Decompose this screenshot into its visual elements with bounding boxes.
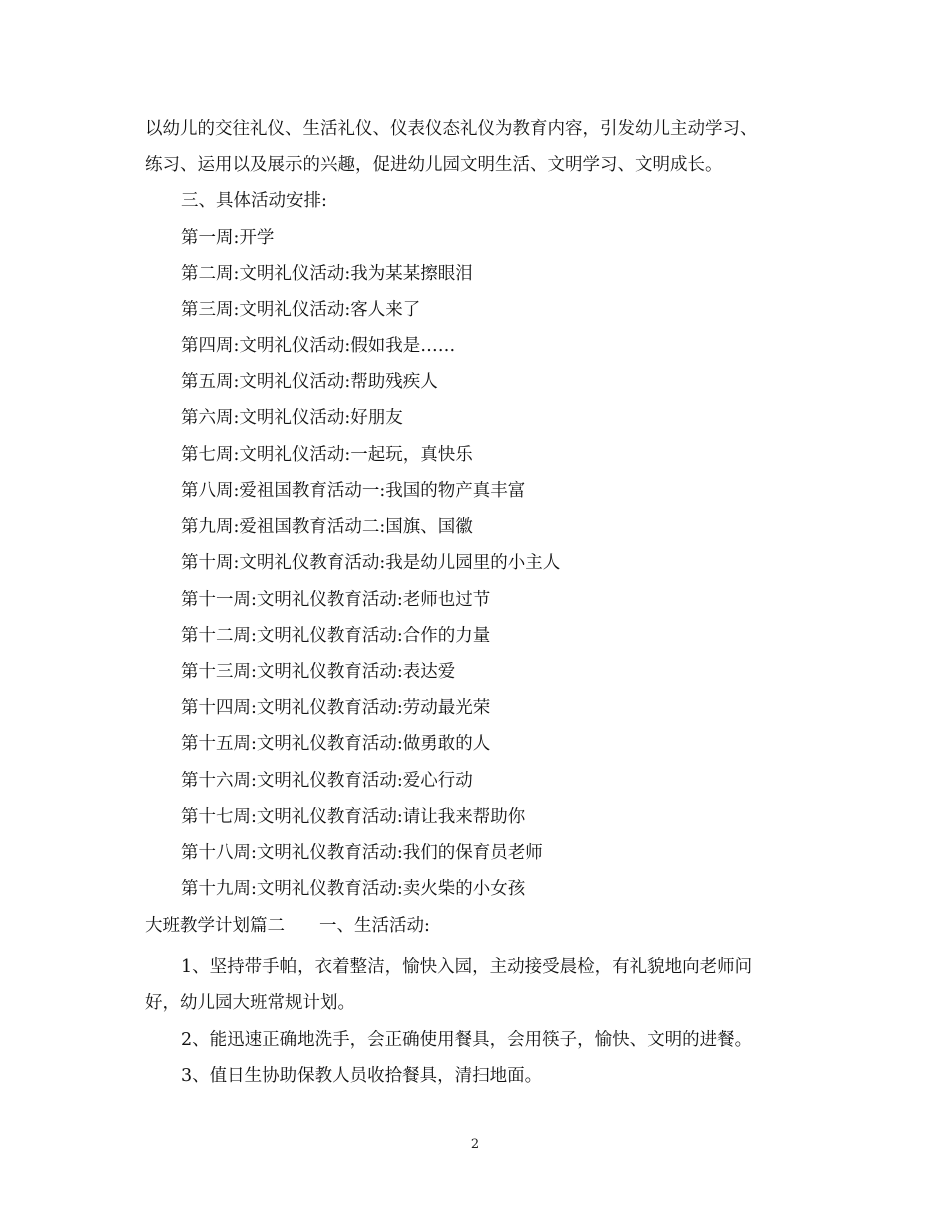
- week-item: 第十二周:文明礼仪教育活动:合作的力量: [181, 626, 491, 646]
- intro-paragraph-line-1: 以幼儿的交往礼仪、生活礼仪、仪表仪态礼仪为教育内容，引发幼儿主动学习、: [145, 119, 758, 139]
- week-item: 第十五周:文明礼仪教育活动:做勇敢的人: [181, 734, 491, 754]
- page-number: 2: [470, 1137, 480, 1152]
- week-item: 第十九周:文明礼仪教育活动:卖火柴的小女孩: [181, 879, 526, 899]
- week-item: 第二周:文明礼仪活动:我为某某擦眼泪: [181, 264, 473, 284]
- item-1-line-1: 1、坚持带手帕，衣着整洁，愉快入园，主动接受晨检，有礼貌地向老师问: [181, 957, 753, 977]
- week-item: 第十周:文明礼仪教育活动:我是幼儿园里的小主人: [181, 553, 561, 573]
- week-item: 第九周:爱祖国教育活动二:国旗、国徽: [181, 517, 473, 537]
- item-2: 2、能迅速正确地洗手，会正确使用餐具，会用筷子，愉快、文明的进餐。: [181, 1030, 753, 1050]
- item-3: 3、值日生协助保教人员收拾餐具，清扫地面。: [181, 1066, 543, 1086]
- week-item: 第五周:文明礼仪活动:帮助残疾人: [181, 372, 438, 392]
- week-item: 第十四周:文明礼仪教育活动:劳动最光荣: [181, 698, 491, 718]
- week-item: 第六周:文明礼仪活动:好朋友: [181, 408, 403, 428]
- week-item: 第十一周:文明礼仪教育活动:老师也过节: [181, 590, 491, 610]
- week-item: 第十七周:文明礼仪教育活动:请让我来帮助你: [181, 807, 526, 827]
- week-item: 第三周:文明礼仪活动:客人来了: [181, 300, 421, 320]
- intro-paragraph-line-2: 练习、运用以及展示的兴趣，促进幼儿园文明生活、文明学习、文明成长。: [145, 155, 723, 175]
- week-item: 第十八周:文明礼仪教育活动:我们的保育员老师: [181, 843, 543, 863]
- life-activity-heading: 一、生活活动:: [319, 916, 430, 936]
- part-two-title: 大班教学计划篇二: [145, 916, 285, 936]
- part-two-heading-line: [145, 914, 825, 938]
- week-item: 第一周:开学: [181, 228, 275, 248]
- item-1-line-2: 好，幼儿园大班常规计划。: [145, 993, 355, 1013]
- week-item: 第十六周:文明礼仪教育活动:爱心行动: [181, 771, 473, 791]
- week-item: 第十三周:文明礼仪教育活动:表达爱: [181, 662, 456, 682]
- section-heading: 三、具体活动安排:: [181, 191, 327, 211]
- week-item: 第四周:文明礼仪活动:假如我是……: [181, 336, 456, 356]
- week-item: 第八周:爱祖国教育活动一:我国的物产真丰富: [181, 481, 526, 501]
- week-item: 第七周:文明礼仪活动:一起玩，真快乐: [181, 445, 473, 465]
